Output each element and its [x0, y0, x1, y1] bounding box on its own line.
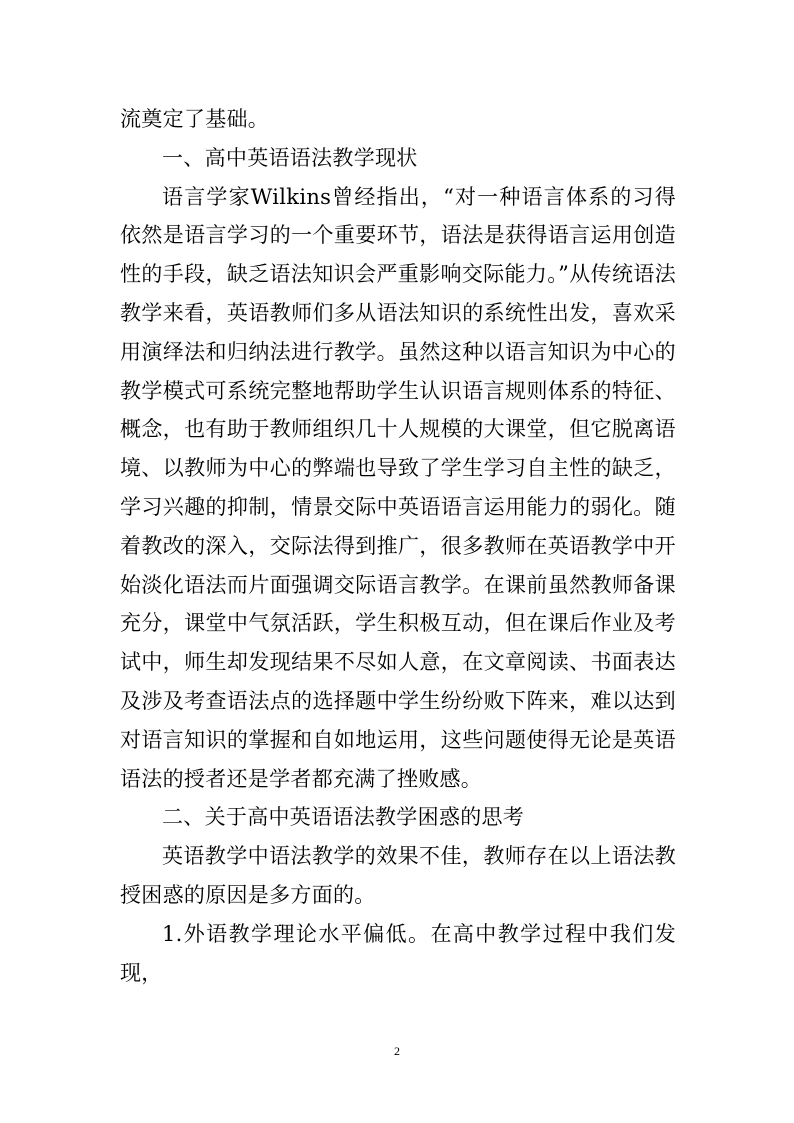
paragraph-reasons: 英语教学中语法教学的效果不佳，教师存在以上语法教授困惑的原因是多方面的。	[120, 844, 676, 907]
body-text	[120, 100, 676, 992]
section-heading-1: 一、高中英语语法教学现状	[162, 145, 418, 170]
paragraph-grammar-status: 语言学家Wilkins曾经指出，“对一种语言体系的习得依然是语言学习的一个重要环节，语法是获得语言运用创造性的手段，缺乏语法知识会严重影响交际能力。”从传统语法教学来看，英语教师们多从语法知识的系统性出发，喜欢采用演绎法和归纳法进行教学。虽然这种以语言知识为中心的教学模式可系统完整地帮助学生认识语言规则体系的特征、概念，也有助于教师组织几十人规模的大课堂，但它脱离语境、以教师为中心的弊端也导致了学生学习自主性的缺乏，学习兴趣的抑制，情景交际中英语语言运用能力的弱化。随着教改的深入，交际法得到推广，很多教师在英语教学中开始淡化语法而片面强调交际语言教学。在课前虽然教师备课充分，课堂中气氛活跃，学生积极互动，但在课后作业及考试中，师生却发现结果不尽如人意，在文章阅读、书面表达及涉及考查语法点的选择题中学生纷纷败下阵来，难以达到对语言知识的掌握和自如地运用，这些问题使得无论是英语语法的授者还是学者都充满了挫败感。	[120, 184, 676, 791]
paragraph-continuation: 流奠定了基础。	[120, 107, 270, 131]
paragraph-point-1: 1.外语教学理论水平偏低。在高中教学过程中我们发现，	[120, 921, 676, 985]
section-heading-2: 二、关于高中英语语法教学困惑的思考	[162, 805, 525, 830]
page-number: 2	[394, 1044, 400, 1058]
